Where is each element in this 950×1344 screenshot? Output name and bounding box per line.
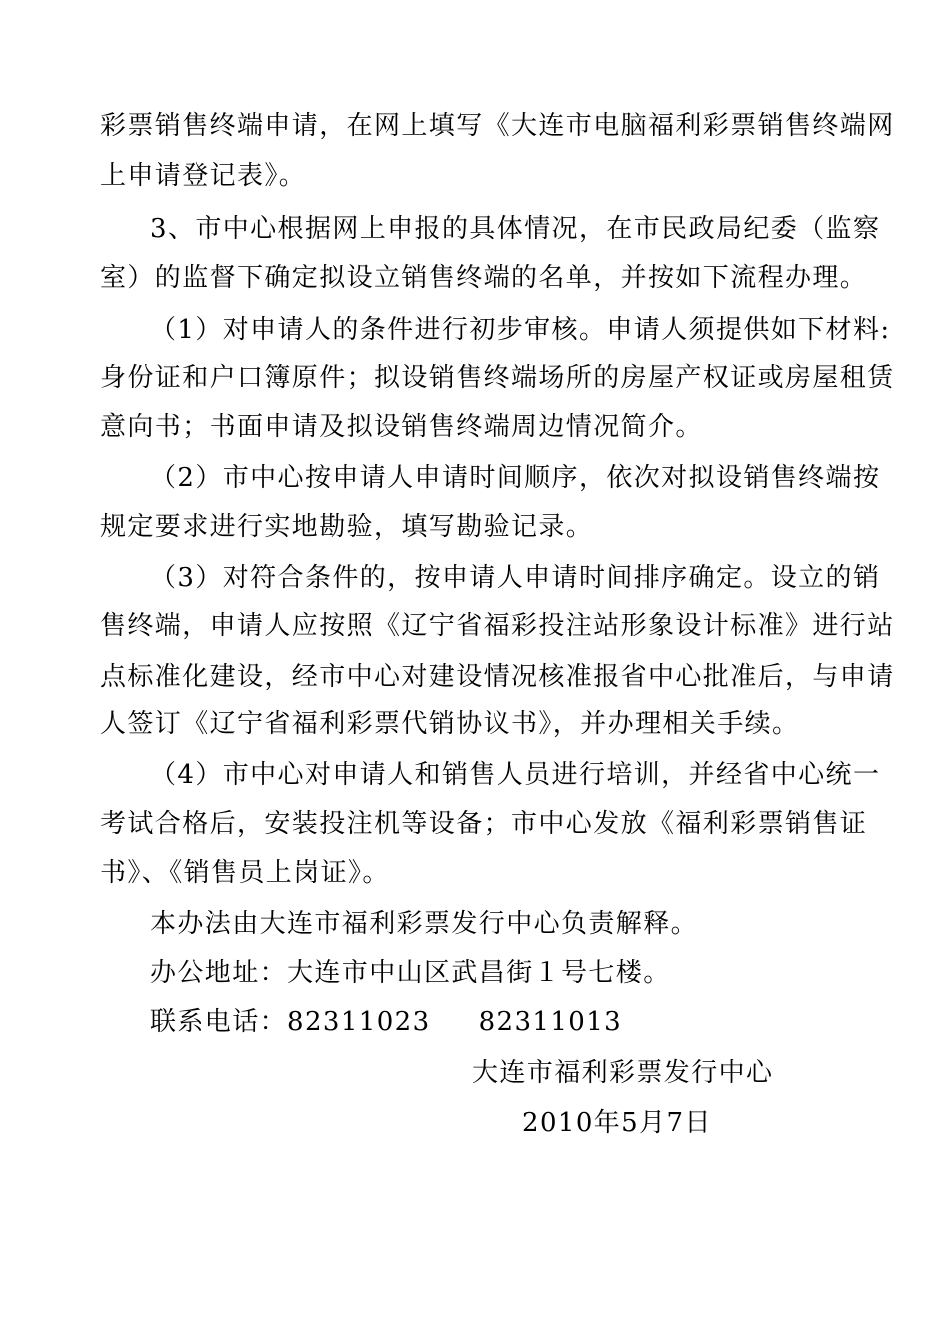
paragraph-line: 上申请登记表》。 xyxy=(100,161,307,191)
paragraph-line: （1）对申请人的条件进行初步审核。申请人须提供如下材料: xyxy=(150,315,891,345)
contact-label: 联系电话： xyxy=(150,1007,288,1037)
signature-date: 2010年5月7日 xyxy=(522,1108,712,1138)
explanation-line: 本办法由大连市福利彩票发行中心负责解释。 xyxy=(150,909,699,939)
paragraph-line: 规定要求进行实地勘验，填写勘验记录。 xyxy=(100,512,594,542)
signature-organization: 大连市福利彩票发行中心 xyxy=(472,1058,774,1088)
paragraph-line: 身份证和户口簿原件；拟设销售终端场所的房屋产权证或房屋租赁 xyxy=(100,363,895,393)
paragraph-line: 考试合格后，安装投注机等设备；市中心发放《福利彩票销售证 xyxy=(100,809,868,839)
paragraph-line: 人签订《辽宁省福利彩票代销协议书》，并办理相关手续。 xyxy=(100,709,800,739)
paragraph-line: 点标准化建设，经市中心对建设情况核准报省中心批准后，与申请 xyxy=(100,662,895,692)
paragraph-line: 售终端，申请人应按照《辽宁省福彩投注站形象设计标准》进行站 xyxy=(100,611,895,641)
paragraph-line: 彩票销售终端申请，在网上填写《大连市电脑福利彩票销售终端网 xyxy=(100,111,895,141)
phone-number-2: 82311013 xyxy=(478,1007,623,1037)
paragraph-line: 3、市中心根据网上申报的具体情况，在市民政局纪委（监察 xyxy=(150,214,881,244)
paragraph-line: （3）对符合条件的，按申请人申请时间排序确定。设立的销 xyxy=(150,563,881,593)
paragraph-line: 室）的监督下确定拟设立销售终端的名单，并按如下流程办理。 xyxy=(100,263,868,293)
paragraph-line: （2）市中心按申请人申请时间顺序，依次对拟设销售终端按 xyxy=(150,463,881,493)
paragraph-line: （4）市中心对申请人和销售人员进行培训，并经省中心统一 xyxy=(150,760,881,790)
phone-number-1: 82311023 xyxy=(287,1007,431,1037)
paragraph-line: 意向书；书面申请及拟设销售终端周边情况简介。 xyxy=(100,412,703,442)
address-line: 办公地址：大连市中山区武昌街１号七楼。 xyxy=(150,958,671,988)
contact-line xyxy=(150,1005,895,1039)
paragraph-line: 书》、《销售员上岗证》。 xyxy=(100,858,390,888)
